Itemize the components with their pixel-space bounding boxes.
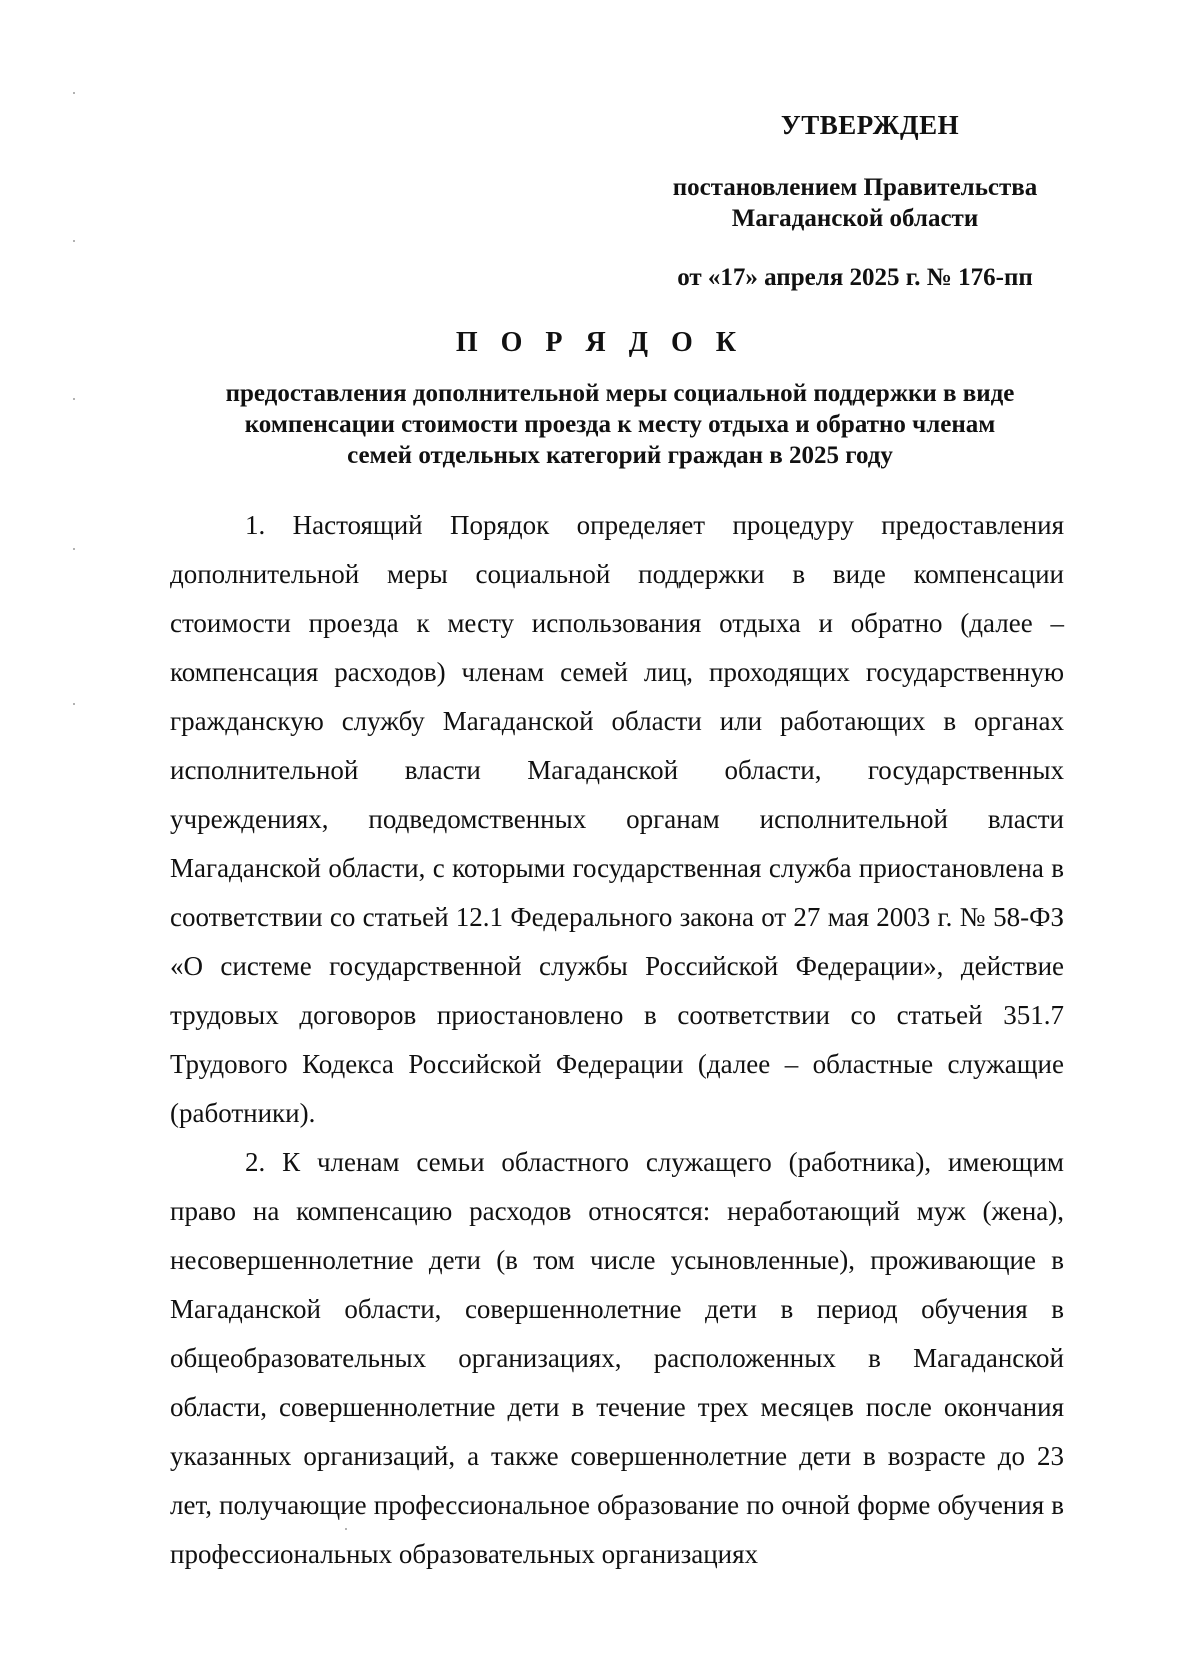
approval-authority-line1: постановлением Правительства [672,174,1038,201]
paragraph-2: 2. К членам семьи областного служащего (работника), имеющим право на компенсацию расходов относятся: неработающий муж (жена), несовершеннолетние дети (в том числе усыновленные), проживающие в Магаданской области, совершеннолетние дети в период обучения в общеобразовательных организациях, расположенных в Магаданской области, совершеннолетние дети в течение трех месяцев после окончания указанных организаций, а также совершеннолетние дети в возрасте до 23 лет, получающие профессиональное образование по очной форме обучения в профессиональных образовательных организациях [170,1147,1064,1569]
document-subtitle [170,378,1070,471]
scan-speck [73,703,75,705]
scan-speck [345,1528,347,1530]
approved-heading: УТВЕРЖДЕН [780,110,960,140]
subtitle-line2: компенсации стоимости проезда к месту отдыха и обратно членам [244,411,996,438]
approval-date: от «17» апреля 2025 г. № 176-пп [677,264,1033,291]
scan-speck [73,240,75,242]
scan-speck [73,548,75,550]
approval-stamp [630,108,1080,293]
subtitle-line1: предоставления дополнительной меры социальной поддержки в виде [225,380,1015,407]
approval-authority-line2: Магаданской области [731,205,979,232]
scan-speck [73,92,75,94]
document-title: П О Р Я Д О К [455,327,745,358]
scan-speck [73,398,75,400]
paragraph-1: 1. Настоящий Порядок определяет процедуру предоставления дополнительной меры социальной поддержки в виде компенсации стоимости проезда к месту использования отдыха и обратно (далее – компенсация расходов) членам семей лиц, проходящих государственную гражданскую службу Магаданской области или работающих в органах исполнительной власти Магаданской области, государственных учреждениях, подведомственных органам исполнительной власти Магаданской области, с которыми государственная служба приостановлена в соответствии со статьей 12.1 Федерального закона от 27 мая 2003 г. № 58-ФЗ «О системе государственной службы Российской Федерации», действие трудовых договоров приостановлено в соответствии со статьей 351.7 Трудового Кодекса Российской Федерации (далее – областные служащие (работники). [170,510,1064,1128]
document-body [170,501,1064,1579]
subtitle-line3: семей отдельных категорий граждан в 2025 году [347,442,893,469]
